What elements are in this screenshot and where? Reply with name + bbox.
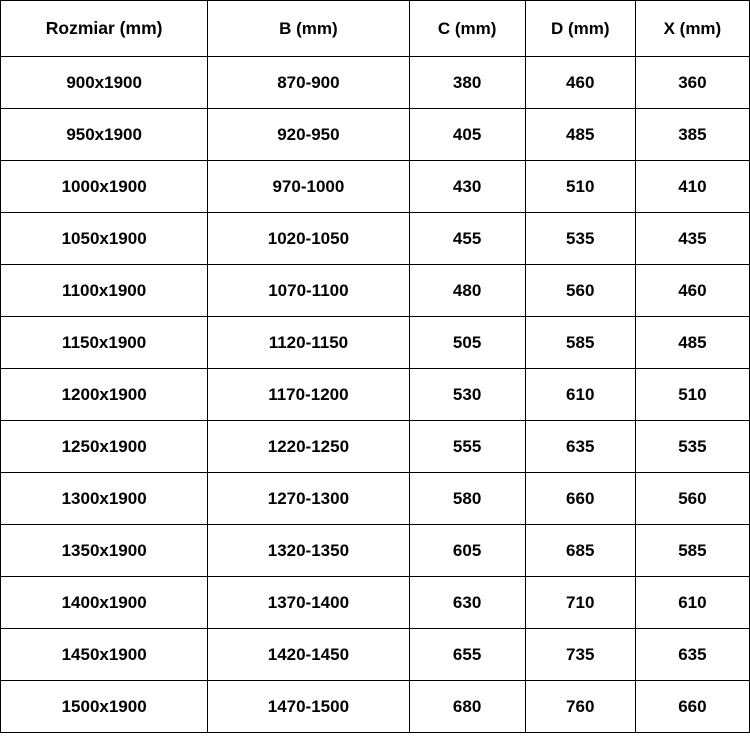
column-header-c: C (mm) [409, 1, 525, 57]
table-row [1, 213, 750, 265]
cell-rozmiar: 1050x1900 [1, 213, 208, 265]
table-row [1, 525, 750, 577]
table-body [1, 57, 750, 733]
cell-b: 1320-1350 [208, 525, 409, 577]
cell-x: 360 [635, 57, 749, 109]
cell-b: 970-1000 [208, 161, 409, 213]
cell-d: 660 [525, 473, 635, 525]
table-row [1, 369, 750, 421]
cell-rozmiar: 1300x1900 [1, 473, 208, 525]
cell-x: 535 [635, 421, 749, 473]
cell-c: 505 [409, 317, 525, 369]
table-row [1, 57, 750, 109]
cell-b: 1120-1150 [208, 317, 409, 369]
cell-d: 560 [525, 265, 635, 317]
table-row [1, 109, 750, 161]
cell-rozmiar: 1150x1900 [1, 317, 208, 369]
cell-c: 380 [409, 57, 525, 109]
column-header-rozmiar: Rozmiar (mm) [1, 1, 208, 57]
cell-x: 560 [635, 473, 749, 525]
cell-x: 635 [635, 629, 749, 681]
cell-x: 385 [635, 109, 749, 161]
cell-d: 635 [525, 421, 635, 473]
cell-c: 480 [409, 265, 525, 317]
cell-d: 510 [525, 161, 635, 213]
cell-rozmiar: 1100x1900 [1, 265, 208, 317]
cell-b: 1470-1500 [208, 681, 409, 733]
cell-b: 1020-1050 [208, 213, 409, 265]
cell-rozmiar: 1000x1900 [1, 161, 208, 213]
cell-c: 680 [409, 681, 525, 733]
cell-rozmiar: 1350x1900 [1, 525, 208, 577]
cell-b: 1420-1450 [208, 629, 409, 681]
table-row [1, 265, 750, 317]
cell-b: 1370-1400 [208, 577, 409, 629]
cell-c: 555 [409, 421, 525, 473]
cell-b: 920-950 [208, 109, 409, 161]
cell-x: 485 [635, 317, 749, 369]
cell-rozmiar: 1500x1900 [1, 681, 208, 733]
table-row [1, 421, 750, 473]
cell-c: 430 [409, 161, 525, 213]
column-header-d: D (mm) [525, 1, 635, 57]
cell-x: 510 [635, 369, 749, 421]
cell-rozmiar: 950x1900 [1, 109, 208, 161]
cell-d: 585 [525, 317, 635, 369]
table-row [1, 317, 750, 369]
table-row [1, 681, 750, 733]
table-row [1, 161, 750, 213]
table-row [1, 473, 750, 525]
cell-d: 535 [525, 213, 635, 265]
cell-x: 435 [635, 213, 749, 265]
cell-rozmiar: 1400x1900 [1, 577, 208, 629]
cell-rozmiar: 1450x1900 [1, 629, 208, 681]
column-header-x: X (mm) [635, 1, 749, 57]
cell-c: 580 [409, 473, 525, 525]
cell-b: 1170-1200 [208, 369, 409, 421]
cell-c: 455 [409, 213, 525, 265]
column-header-b: B (mm) [208, 1, 409, 57]
cell-d: 710 [525, 577, 635, 629]
cell-x: 460 [635, 265, 749, 317]
cell-d: 760 [525, 681, 635, 733]
cell-x: 410 [635, 161, 749, 213]
table-header [1, 1, 750, 57]
cell-b: 1270-1300 [208, 473, 409, 525]
cell-d: 685 [525, 525, 635, 577]
cell-c: 655 [409, 629, 525, 681]
cell-x: 585 [635, 525, 749, 577]
cell-x: 610 [635, 577, 749, 629]
cell-rozmiar: 1200x1900 [1, 369, 208, 421]
cell-b: 1070-1100 [208, 265, 409, 317]
cell-b: 1220-1250 [208, 421, 409, 473]
table-row [1, 577, 750, 629]
cell-rozmiar: 900x1900 [1, 57, 208, 109]
cell-c: 405 [409, 109, 525, 161]
cell-b: 870-900 [208, 57, 409, 109]
cell-x: 660 [635, 681, 749, 733]
table-header-row [1, 1, 750, 57]
cell-d: 485 [525, 109, 635, 161]
cell-d: 460 [525, 57, 635, 109]
cell-d: 610 [525, 369, 635, 421]
cell-rozmiar: 1250x1900 [1, 421, 208, 473]
cell-c: 530 [409, 369, 525, 421]
table-row [1, 629, 750, 681]
cell-d: 735 [525, 629, 635, 681]
cell-c: 605 [409, 525, 525, 577]
cell-c: 630 [409, 577, 525, 629]
